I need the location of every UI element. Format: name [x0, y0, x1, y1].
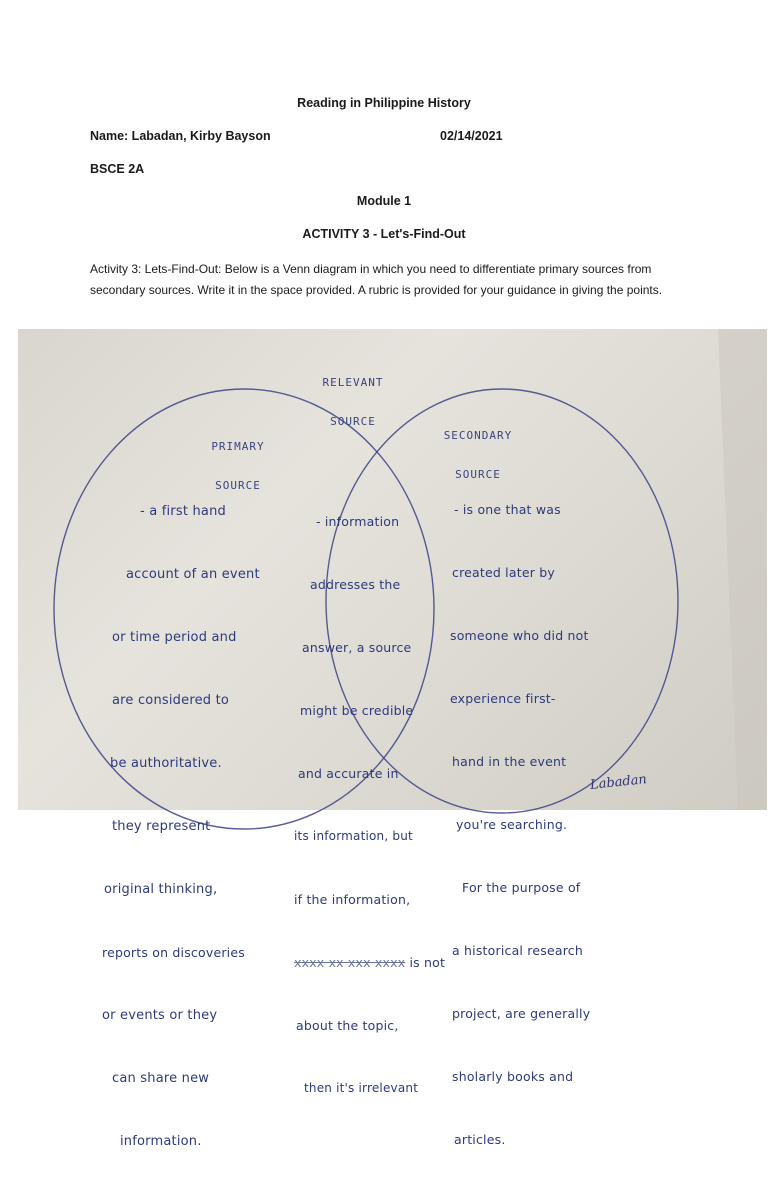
middle-text-line: and accurate in	[298, 766, 399, 781]
crossed-out-text: xxxx xx xxx xxxx	[294, 955, 406, 970]
secondary-text-line: - is one that was	[454, 502, 561, 517]
primary-text-line: - a first hand	[140, 504, 226, 519]
primary-text-line: information.	[120, 1134, 202, 1149]
middle-text-fragment: is not	[409, 955, 446, 970]
relevant-label-line: SOURCE	[330, 415, 376, 428]
secondary-label-line: SOURCE	[455, 468, 501, 481]
venn-diagram-photo	[18, 329, 767, 1149]
secondary-text-line: someone who did not	[450, 628, 589, 643]
middle-text-line: addresses the	[310, 577, 401, 592]
primary-text-line: or events or they	[102, 1008, 218, 1023]
secondary-text-line: hand in the event	[452, 754, 567, 769]
primary-text-line: are considered to	[112, 693, 230, 708]
primary-text-line: they represent	[112, 819, 211, 834]
primary-text-line: original thinking,	[104, 882, 218, 897]
secondary-text-line: created later by	[452, 565, 555, 580]
middle-text-line: if the information,	[294, 892, 411, 907]
primary-text-line: be authoritative.	[110, 756, 222, 771]
primary-text-line: account of an event	[126, 567, 260, 582]
middle-text-line: about the topic,	[296, 1018, 399, 1033]
activity-title: ACTIVITY 3 - Let's-Find-Out	[302, 227, 466, 241]
primary-text-line: can share new	[112, 1071, 210, 1086]
section-label: BSCE 2A	[90, 162, 145, 176]
secondary-text-line: you're searching.	[456, 817, 568, 832]
middle-text-line: might be credible	[300, 703, 414, 718]
course-title: Reading in Philippine History	[297, 96, 471, 110]
paper-fold-shadow	[718, 329, 767, 810]
middle-text-line: its information, but	[294, 829, 413, 843]
middle-text-line: answer, a source	[302, 640, 412, 655]
middle-text-line: then it's irrelevant	[304, 1081, 419, 1095]
middle-text-line: - information	[316, 514, 400, 529]
student-name: Name: Labadan, Kirby Bayson	[90, 129, 271, 143]
middle-text-line	[290, 952, 445, 973]
activity-instructions: Activity 3: Lets-Find-Out: Below is a Venn diagram in which you need to differentiate primary sources from secondary sources. Write it in the space provided. A rubric is provided for your guidance in giving the points.	[90, 262, 663, 297]
secondary-text-line: For the purpose of	[462, 880, 581, 895]
submission-date: 02/14/2021	[440, 129, 503, 143]
primary-label-line: PRIMARY	[211, 440, 265, 453]
relevant-label-line: RELEVANT	[322, 376, 384, 389]
primary-source-description	[98, 459, 260, 1194]
signature: Labadan	[589, 772, 648, 793]
secondary-label-line: SECONDARY	[443, 429, 513, 442]
module-title: Module 1	[356, 194, 412, 208]
secondary-source-description	[448, 457, 590, 1192]
secondary-text-line: project, are generally	[452, 1006, 591, 1021]
secondary-text-line: a historical research	[452, 943, 583, 958]
relevant-source-description	[290, 469, 445, 1141]
primary-text-line: reports on discoveries	[102, 945, 245, 960]
secondary-text-line: sholarly books and	[452, 1069, 574, 1084]
relevant-source-label	[308, 350, 398, 454]
secondary-text-line: experience first-	[450, 691, 556, 706]
secondary-text-line: articles.	[454, 1132, 506, 1147]
primary-label-line: SOURCE	[215, 479, 261, 492]
primary-text-line: or time period and	[112, 630, 237, 645]
